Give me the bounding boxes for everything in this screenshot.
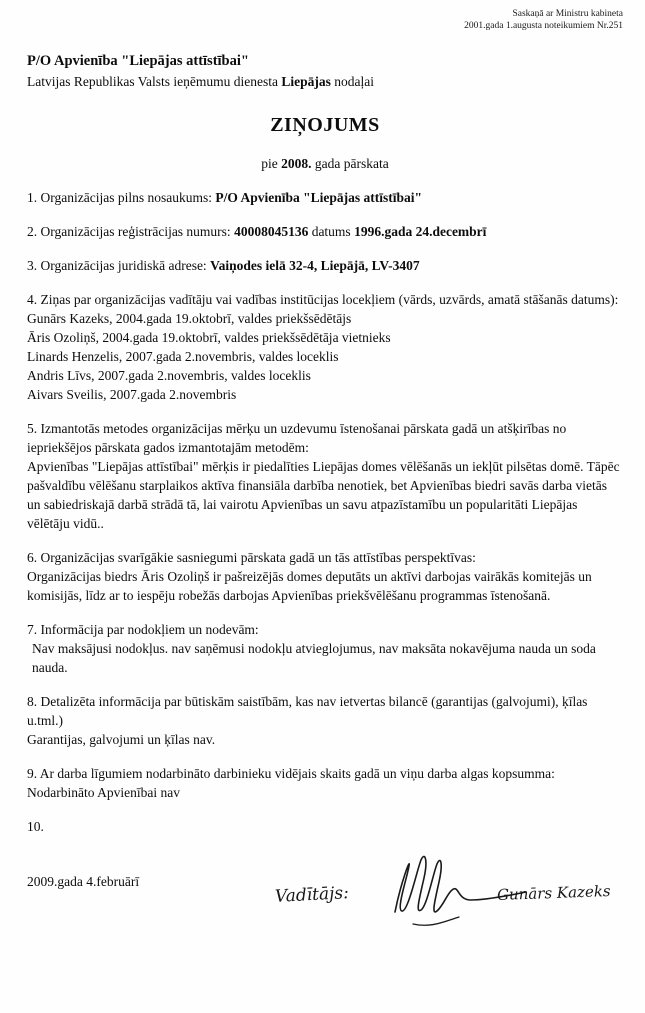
item-5-heading: 5. Izmantotās metodes organizācijas mērķu un uzdevumu īstenošanai pārskata gadā un atšķirības no iepriekšējos pārskata gados izmantotajām metodēm:	[27, 421, 567, 455]
item-7-heading: 7. Informācija par nodokļiem un nodevām:	[27, 622, 259, 637]
item-6-body: Organizācijas biedrs Āris Ozoliņš ir pašreizējās domes deputāts un aktīvi darbojas vairākās komitejās un komisijās, līdz ar to iespēju robežās darbojas Apvienības priekšvēlēšanu programmas īstenošanā.	[27, 569, 592, 603]
item-9-body: Nodarbināto Apvienībai nav	[27, 785, 180, 800]
addressee-prefix: Latvijas Republikas Valsts ieņēmumu dienesta	[27, 74, 282, 89]
item-3-label: 3. Organizācijas juridiskā adrese:	[27, 258, 211, 273]
item-4-heading: 4. Ziņas par organizācijas vadītāju vai vadības institūcijas locekļiem (vārds, uzvārds, amatā stāšanās datums):	[27, 292, 619, 307]
item-1	[27, 188, 623, 207]
item-8-body: Garantijas, galvojumi un ķīlas nav.	[27, 732, 216, 747]
board-member-line: Aivars Sveilis, 2007.gada 2.novembris	[27, 387, 237, 402]
item-8-heading: 8. Detalizēta informācija par būtiskām saistībām, kas nav ietvertas bilancē (garantijas (galvojumi), ķīlas u.tml.)	[27, 694, 588, 728]
addressee-line	[27, 72, 623, 91]
org-title: P/O Apvienība "Liepājas attīstībai"	[27, 53, 249, 69]
board-member-line: Āris Ozoliņš, 2004.gada 19.oktobrī, valdes priekšsēdētāja vietnieks	[27, 330, 391, 345]
subtitle-year: 2008.	[281, 156, 312, 171]
addressee-branch: Liepājas	[281, 74, 331, 89]
item-7-body: Nav maksājusi nodokļus. nav saņēmusi nodokļu atvieglojumus, nav maksāta nokavējuma nauda un soda nauda.	[32, 641, 596, 675]
header-note	[27, 8, 623, 32]
board-member-line: Gunārs Kazeks, 2004.gada 19.oktobrī, valdes priekšsēdētājs	[27, 311, 352, 326]
header-note-line2: 2001.gada 1.augusta noteikumiem Nr.251	[464, 21, 623, 31]
subtitle-suffix: gada pārskata	[311, 156, 389, 171]
board-member-line: Andris Līvs, 2007.gada 2.novembris, valdes loceklis	[27, 368, 311, 383]
item-6	[27, 548, 623, 605]
item-3-address: Vaiņodes ielā 32-4, Liepājā, LV-3407	[210, 258, 420, 273]
item-9	[27, 764, 623, 802]
signature-label: Vadītājs:	[274, 883, 350, 907]
board-member-line: Linards Henzelis, 2007.gada 2.novembris, valdes loceklis	[27, 349, 339, 364]
document-date: 2009.gada 4.februārī	[27, 874, 140, 889]
item-1-label: 1. Organizācijas pilns nosaukums:	[27, 190, 216, 205]
item-3	[27, 256, 623, 275]
item-10: 10.	[27, 819, 44, 834]
report-title: ZIŅOJUMS	[270, 114, 380, 136]
item-2-reg-number: 40008045136	[234, 224, 309, 239]
header-note-line1: Saskaņā ar Ministru kabineta	[512, 9, 623, 19]
item-6-heading: 6. Organizācijas svarīgākie sasniegumi pārskata gadā un tās attīstības perspektīvas:	[27, 550, 476, 565]
signature-section	[27, 856, 623, 961]
addressee-suffix: nodaļai	[330, 74, 374, 89]
signature-name: Gunārs Kazeks	[496, 882, 611, 904]
report-subtitle	[27, 154, 623, 173]
item-2-label: 2. Organizācijas reģistrācijas numurs:	[27, 224, 235, 239]
item-9-heading: 9. Ar darba līgumiem nodarbināto darbinieku vidējais skaits gadā un viņu darba algas kopsumma:	[27, 766, 555, 781]
item-2-mid: datums	[308, 224, 355, 239]
item-7	[27, 620, 623, 677]
item-5	[27, 419, 623, 533]
item-5-body: Apvienības "Liepājas attīstībai" mērķis ir piedalīties Liepājas domes vēlēšanās un iekļūt pilsētas domē. Tāpēc pašvaldību vēlēšanu starplaikos aktīva finansiāla darbība nenotiek, bet Apvienības biedri savās darba vietās un sabiedriskajā darbā strādā tā, lai vairotu Apvienības un savu atpazīstamību un popularitāti Liepājas vēlētāju vidū..	[27, 459, 620, 531]
item-1-value: P/O Apvienība "Liepājas attīstībai"	[215, 190, 422, 205]
subtitle-prefix: pie	[261, 156, 282, 171]
item-2	[27, 222, 623, 241]
board-members-list	[27, 309, 623, 404]
item-8	[27, 692, 623, 749]
item-4	[27, 290, 623, 404]
item-2-reg-date: 1996.gada 24.decembrī	[354, 224, 487, 239]
